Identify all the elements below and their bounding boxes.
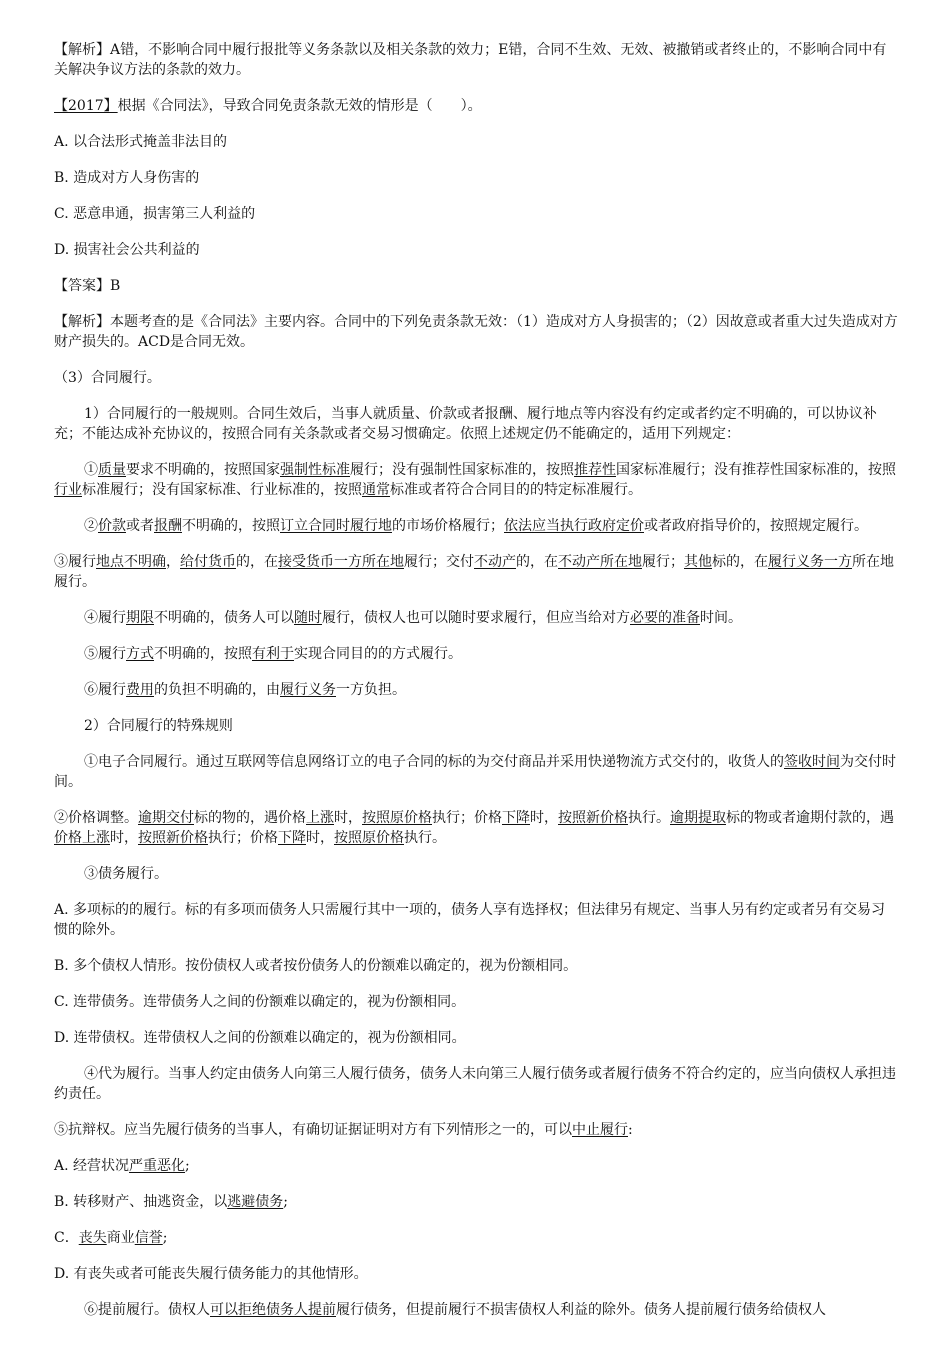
underlined-text: 下降 [502, 810, 530, 826]
text-segment: 2）合同履行的特殊规则 [84, 718, 233, 734]
paragraph [54, 1228, 898, 1248]
text-segment: ②价格调整。 [54, 810, 138, 826]
text-segment: C. 连带债务。连带债务人之间的份额难以确定的，视为份额相同。 [54, 994, 466, 1010]
paragraph [54, 204, 898, 224]
paragraph [54, 716, 898, 736]
text-segment: ④履行 [84, 610, 126, 626]
underlined-text: 逾期交付 [138, 810, 194, 826]
underlined-text: 履行义务 [280, 682, 336, 698]
text-segment: 履行；交付 [404, 554, 474, 570]
text-segment: 国家标准履行；没有推荐性国家标准的，按照 [616, 462, 896, 478]
paragraph [54, 1064, 898, 1104]
text-segment: 的，在 [236, 554, 278, 570]
text-segment: 履行； [642, 554, 684, 570]
paragraph [54, 404, 898, 444]
underlined-text: 给付货币 [180, 554, 236, 570]
text-segment: 要求不明确的，按照国家 [126, 462, 280, 478]
paragraph [54, 900, 898, 940]
paragraph [54, 40, 898, 80]
text-segment: 标准履行；没有国家标准、行业标准的，按照 [82, 482, 362, 498]
paragraph [54, 1028, 898, 1048]
text-segment: 执行；价格 [208, 830, 278, 846]
text-segment: 不明确的，按照 [154, 646, 252, 662]
underlined-text: 通常 [362, 482, 390, 498]
text-segment: 【解析】本题考查的是《合同法》主要内容。合同中的下列免责条款无效：（1）造成对方人身损害的；（2）因故意或者重大过失造成对方财产损失的。ACD是合同无效。 [54, 314, 898, 350]
text-segment: ⑤抗辩权。应当先履行债务的当事人，有确切证据证明对方有下列情形之一的，可以 [54, 1122, 572, 1138]
paragraph [54, 956, 898, 976]
underlined-text: 严重恶化 [129, 1158, 186, 1174]
text-segment: 不明确的，债务人可以 [154, 610, 294, 626]
text-segment: ④代为履行。当事人约定由债务人向第三人履行债务，债务人未向第三人履行债务或者履行债务不符合约定的，应当向债权人承担违约责任。 [54, 1066, 896, 1102]
underlined-text: 费用 [126, 682, 154, 698]
paragraph [54, 1120, 898, 1140]
underlined-text: 地点不明确 [96, 554, 166, 570]
paragraph [54, 516, 898, 536]
text-segment: ⑤履行 [84, 646, 126, 662]
text-segment: ; [162, 1230, 168, 1246]
paragraph [54, 808, 898, 848]
underlined-text: 上涨 [306, 810, 334, 826]
text-segment: 或者 [126, 518, 154, 534]
underlined-text: 接受货币一方所在地 [278, 554, 404, 570]
text-segment: ③履行 [54, 554, 96, 570]
underlined-text: 逃避债务 [227, 1194, 284, 1210]
underlined-text: 按照新价格 [558, 810, 628, 826]
text-segment: 履行，债权人也可以随时要求履行，但应当给对方 [322, 610, 630, 626]
text-segment: ①电子合同履行。通过互联网等信息网络订立的电子合同的标的为交付商品并采用快递物流方式交付的，收货人的 [84, 754, 784, 770]
paragraph [54, 608, 898, 628]
underlined-text: 价格上涨 [54, 830, 110, 846]
text-segment: D. 有丧失或者可能丧失履行债务能力的其他情形。 [54, 1266, 368, 1282]
text-segment: 标的，在 [712, 554, 768, 570]
paragraph [54, 752, 898, 792]
paragraph [54, 240, 898, 260]
text-segment: 1）合同履行的一般规则。合同生效后，当事人就质量、价款或者报酬、履行地点等内容没有约定或者约定不明确的，可以协议补充；不能达成补充协议的，按照合同有关条款或者交易习惯确定。依照上述规定仍不能确定的，适用下列规定： [54, 406, 877, 442]
paragraph [54, 132, 898, 152]
text-segment: ， [166, 554, 180, 570]
paragraph [54, 1156, 898, 1176]
text-segment: 的负担不明确的，由 [154, 682, 280, 698]
underlined-text: 【2017】 [54, 98, 118, 114]
text-segment: 时， [530, 810, 558, 826]
underlined-text: 必要的准备 [630, 610, 700, 626]
underlined-text: 订立合同时履行地 [280, 518, 392, 534]
paragraph [54, 168, 898, 188]
underlined-text: 不动产所在地 [558, 554, 642, 570]
paragraph [54, 1192, 898, 1212]
document-page [54, 40, 898, 1336]
text-segment: 执行；价格 [432, 810, 502, 826]
underlined-text: 期限 [126, 610, 154, 626]
text-segment: 一方负担。 [336, 682, 406, 698]
text-segment: A. 多项标的的履行。标的有多项而债务人只需履行其中一项的，债务人享有选择权；但法律另有规定、当事人另有约定或者另有交易习惯的除外。 [54, 902, 886, 938]
underlined-text: 按照新价格 [138, 830, 208, 846]
text-segment: 的，在 [516, 554, 558, 570]
underlined-text: 行业 [54, 482, 82, 498]
underlined-text: 签收时间 [784, 754, 840, 770]
paragraph [54, 680, 898, 700]
underlined-text: 履行义务一方 [768, 554, 852, 570]
text-segment: C. 恶意串通，损害第三人利益的 [54, 206, 256, 222]
text-segment: 时， [306, 830, 334, 846]
text-segment: 执行。 [628, 810, 670, 826]
text-segment: 履行债务，但提前履行不损害债权人利益的除外。债务人提前履行债务给债权人 [336, 1302, 826, 1318]
text-segment: 根据《合同法》，导致合同免责条款无效的情形是（ ）。 [117, 98, 482, 114]
text-segment: A. 经营状况 [54, 1158, 130, 1174]
text-segment: 【答案】B [54, 278, 121, 294]
text-segment: 的市场价格履行； [392, 518, 504, 534]
text-segment: （3）合同履行。 [54, 370, 161, 386]
paragraph [54, 1300, 898, 1320]
underlined-text: 质量 [98, 462, 126, 478]
text-segment: 为交付时间。 [54, 754, 896, 790]
text-segment: B. 转移财产、抽逃资金，以 [54, 1194, 228, 1210]
text-segment: ⑥履行 [84, 682, 126, 698]
underlined-text: 其他 [684, 554, 712, 570]
underlined-text: 推荐性 [574, 462, 616, 478]
text-segment: 标准或者符合合同目的的特定标准履行。 [390, 482, 642, 498]
text-segment: B. 多个债权人情形。按份债权人或者按份债务人的份额难以确定的，视为份额相同。 [54, 958, 578, 974]
underlined-text: 有利于 [252, 646, 294, 662]
paragraph [54, 1264, 898, 1284]
text-segment: D. 连带债权。连带债权人之间的份额难以确定的，视为份额相同。 [54, 1030, 466, 1046]
underlined-text: 报酬 [154, 518, 182, 534]
text-segment: 实现合同目的的方式履行。 [294, 646, 462, 662]
underlined-text: 方式 [126, 646, 154, 662]
underlined-text: 下降 [278, 830, 306, 846]
text-segment: ① [84, 462, 98, 478]
underlined-text: 按照原价格 [334, 830, 404, 846]
text-segment: 或者政府指导价的，按照规定履行。 [644, 518, 868, 534]
text-segment: 标的物或者逾期付款的，遇 [726, 810, 894, 826]
text-segment: ; [185, 1158, 190, 1174]
paragraph [54, 644, 898, 664]
text-segment: 【解析】A错，不影响合同中履行报批等义务条款以及相关条款的效力；E错，合同不生效、无效、被撤销或者终止的，不影响合同中有关解决争议方法的条款的效力。 [54, 42, 887, 78]
underlined-text: 丧失 [78, 1230, 107, 1246]
text-segment: A. 以合法形式掩盖非法目的 [54, 134, 228, 150]
text-segment: 执行。 [404, 830, 446, 846]
text-segment: ③债务履行。 [84, 866, 168, 882]
text-segment: D. 损害社会公共利益的 [54, 242, 200, 258]
underlined-text: 不动产 [474, 554, 516, 570]
paragraph [54, 312, 898, 352]
paragraph [54, 864, 898, 884]
underlined-text: 随时 [294, 610, 322, 626]
text-segment: B. 造成对方人身伤害的 [54, 170, 200, 186]
underlined-text: 价款 [98, 518, 126, 534]
text-segment: : [628, 1122, 633, 1138]
underlined-text: 按照原价格 [362, 810, 432, 826]
text-segment: 标的物的，遇价格 [194, 810, 306, 826]
paragraph [54, 276, 898, 296]
text-segment: C． [54, 1230, 79, 1246]
text-segment: ⑥提前履行。债权人 [84, 1302, 210, 1318]
paragraph [54, 992, 898, 1012]
text-segment: 商业 [106, 1230, 135, 1246]
text-segment: 时， [334, 810, 362, 826]
paragraph [54, 368, 898, 388]
text-segment: ; [283, 1194, 288, 1210]
underlined-text: 可以拒绝债务人提前 [210, 1302, 336, 1318]
text-segment: ② [84, 518, 98, 534]
paragraph [54, 96, 898, 116]
paragraph [54, 552, 898, 592]
text-segment: 履行；没有强制性国家标准的，按照 [350, 462, 574, 478]
underlined-text: 逾期提取 [670, 810, 726, 826]
text-segment: 时， [110, 830, 138, 846]
paragraph [54, 460, 898, 500]
underlined-text: 中止履行 [572, 1122, 628, 1138]
text-segment: 时间。 [700, 610, 742, 626]
text-segment: 不明确的，按照 [182, 518, 280, 534]
underlined-text: 信誉 [134, 1230, 163, 1246]
underlined-text: 依法应当执行政府定价 [504, 518, 644, 534]
underlined-text: 强制性标准 [280, 462, 350, 478]
text-segment: 所在地履行。 [54, 554, 894, 590]
